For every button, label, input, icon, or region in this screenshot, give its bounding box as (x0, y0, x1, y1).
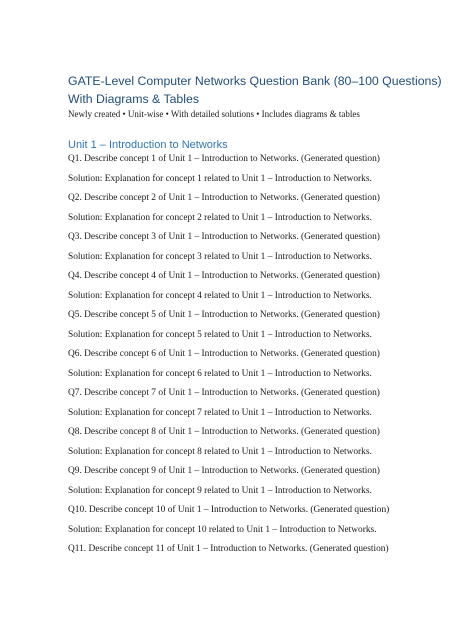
question-answer-list (68, 153, 389, 563)
solution-line: Solution: Explanation for concept 9 related to Unit 1 – Introduction to Networks. (68, 485, 372, 496)
question-line: Q4. Describe concept 4 of Unit 1 – Introduction to Networks. (Generated question) (68, 271, 380, 281)
question-line: Q8. Describe concept 8 of Unit 1 – Introduction to Networks. (Generated question) (68, 427, 380, 437)
solution-line: Solution: Explanation for concept 5 related to Unit 1 – Introduction to Networks. (68, 329, 372, 340)
solution-line: Solution: Explanation for concept 7 related to Unit 1 – Introduction to Networks. (68, 407, 372, 418)
question-line: Q5. Describe concept 5 of Unit 1 – Introduction to Networks. (Generated question) (68, 310, 380, 320)
question-line: Q11. Describe concept 11 of Unit 1 – Introduction to Networks. (Generated question) (68, 544, 389, 554)
solution-line: Solution: Explanation for concept 3 related to Unit 1 – Introduction to Networks. (68, 251, 372, 262)
document-title (68, 73, 442, 108)
question-line: Q7. Describe concept 7 of Unit 1 – Introduction to Networks. (Generated question) (68, 388, 380, 398)
question-line: Q9. Describe concept 9 of Unit 1 – Introduction to Networks. (Generated question) (68, 466, 380, 476)
solution-line: Solution: Explanation for concept 6 related to Unit 1 – Introduction to Networks. (68, 368, 372, 379)
question-line: Q3. Describe concept 3 of Unit 1 – Introduction to Networks. (Generated question) (68, 232, 380, 242)
question-line: Q1. Describe concept 1 of Unit 1 – Introduction to Networks. (Generated question) (68, 154, 380, 164)
solution-line: Solution: Explanation for concept 4 related to Unit 1 – Introduction to Networks. (68, 290, 372, 301)
question-line: Q2. Describe concept 2 of Unit 1 – Introduction to Networks. (Generated question) (68, 193, 380, 203)
solution-line: Solution: Explanation for concept 1 related to Unit 1 – Introduction to Networks. (68, 173, 372, 184)
document-title-line-1: GATE-Level Computer Networks Question Bank (80–100 Questions) (68, 74, 442, 88)
solution-line: Solution: Explanation for concept 2 related to Unit 1 – Introduction to Networks. (68, 212, 372, 223)
solution-line: Solution: Explanation for concept 10 related to Unit 1 – Introduction to Networks. (68, 524, 377, 535)
question-line: Q6. Describe concept 6 of Unit 1 – Introduction to Networks. (Generated question) (68, 349, 380, 359)
section-heading-unit-1: Unit 1 – Introduction to Networks (68, 139, 228, 151)
solution-line: Solution: Explanation for concept 8 related to Unit 1 – Introduction to Networks. (68, 446, 372, 457)
document-subtitle: Newly created • Unit-wise • With detailed solutions • Includes diagrams & tables (68, 109, 360, 119)
document-title-line-2: With Diagrams & Tables (68, 91, 199, 106)
question-line: Q10. Describe concept 10 of Unit 1 – Introduction to Networks. (Generated question) (68, 505, 390, 515)
